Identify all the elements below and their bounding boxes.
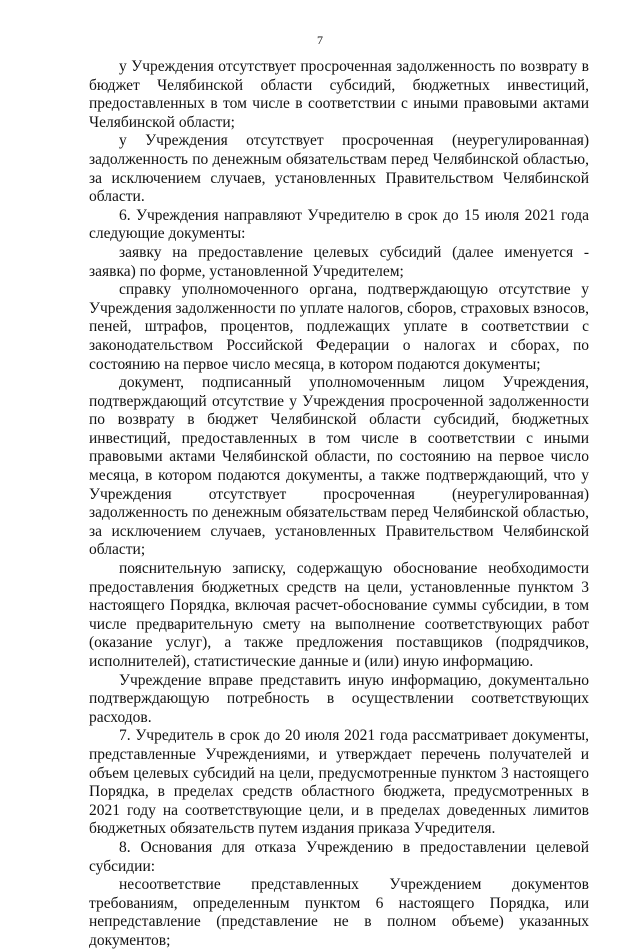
paragraph-section-7: 7. Учредитель в срок до 20 июля 2021 года рассматривает документы, представленные Учреждениями, и утверждает перечень получателей и объем целевых субсидий на цели, предусмотренные пунктом 3 настоящего Порядка, в пределах средств областного бюджета, предусмотренных в 2021 году на соответствующие цели, и в пределах доведенных лимитов бюджетных обязательств путем издания приказа Учредителя.: [89, 727, 589, 838]
paragraph-signed-document: документ, подписанный уполномоченным лицом Учреждения, подтверждающий отсутствие у Учреждения просроченной задолженности по возврату в бюджет Челябинской области субсидий, бюджетных инвестиций, предоставленных в том числе в соответствии с иными правовыми актами Челябинской области, по состоянию на первое число месяца, в котором подаются документы, а также подтверждающий, что у Учреждения отсутствует просроченная (неурегулированная) задолженность по денежным обязательствам перед Челябинской областью, за исключением случаев, установленных Правительством Челябинской области;: [89, 374, 589, 559]
document-body: [89, 58, 589, 951]
paragraph-tax-certificate: справку уполномоченного органа, подтверждающую отсутствие у Учреждения задолженности по уплате налогов, сборов, страховых взносов, пеней, штрафов, процентов, подлежащих уплате в соответствии с законодательством Российской Федерации о налогах и сборах, по состоянию на первое число месяца, в котором подаются документы;: [89, 281, 589, 373]
paragraph-section-8: 8. Основания для отказа Учреждению в предоставлении целевой субсидии:: [89, 838, 589, 875]
paragraph-section-6: 6. Учреждения направляют Учредителю в срок до 15 июля 2021 года следующие документы:: [89, 206, 589, 243]
page-number: 7: [317, 33, 323, 47]
paragraph-application: заявку на предоставление целевых субсидий (далее именуется - заявка) по форме, установленной Учредителем;: [89, 243, 589, 280]
paragraph-explanatory-note: пояснительную записку, содержащую обоснование необходимости предоставления бюджетных средств на цели, установленные пунктом 3 настоящего Порядка, включая расчет-обоснование суммы субсидии, в том числе предварительную смету на выполнение соответствующих работ (оказание услуг), а также предложения поставщиков (подрядчиков, исполнителей), статистические данные и (или) иную информацию.: [89, 560, 589, 670]
paragraph-no-overdue-obligations: у Учреждения отсутствует просроченная (неурегулированная) задолженность по денежным обязательствам перед Челябинской областью, за исключением случаев, установленных Правительством Челябинской области.: [89, 132, 589, 206]
paragraph-other-information: Учреждение вправе представить иную информацию, документально подтверждающую потребность в осуществлении соответствующих расходов.: [89, 671, 589, 726]
paragraph-no-refund-debt: у Учреждения отсутствует просроченная задолженность по возврату в бюджет Челябинской области субсидий, бюджетных инвестиций, предоставленных в том числе в соответствии с иными правовыми актами Челябинской области;: [89, 58, 589, 131]
paragraph-nonconformity: несоответствие представленных Учреждением документов требованиям, определенным пунктом 6 настоящего Порядка, или непредставление (представление не в полном объеме) указанных документов;: [89, 876, 589, 949]
